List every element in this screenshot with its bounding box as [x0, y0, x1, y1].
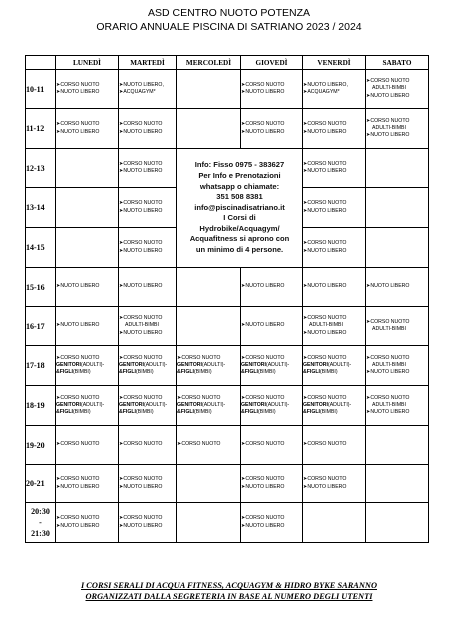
info-line: un minimo di 4 persone.: [195, 245, 284, 255]
schedule-cell: [303, 386, 366, 426]
schedule-cell: [303, 426, 366, 465]
activity-line: ➤NUOTO LIBERO: [303, 247, 347, 254]
schedule-cell: [119, 109, 177, 149]
schedule-cell: [119, 503, 177, 543]
activity-line: ➤NUOTO LIBERO: [241, 89, 285, 95]
activity-line: ➤CORSO NUOTO: [177, 441, 221, 448]
schedule-cell: [241, 465, 303, 503]
activity-line: ➤CORSO NUOTO: [119, 354, 163, 361]
schedule-cell: [241, 346, 303, 386]
time-slot-label-part: 20:30: [31, 507, 50, 516]
emphasis-text: &FIGLI: [56, 409, 74, 416]
activity-line: &FIGLI(BIMBI): [119, 409, 154, 416]
activity-line: ➤NUOTO LIBERO: [56, 128, 100, 135]
day-header: GIOVEDÌ: [241, 56, 303, 70]
schedule-cell: [366, 465, 429, 503]
day-header: MERCOLEDÌ: [177, 56, 241, 70]
info-line: Per Info e Prenotazioni: [198, 170, 281, 180]
footer-note-line-2: ORGANIZZATI DALLA SEGRETERIA IN BASE AL NUMERO DEGLI UTENTI: [85, 592, 373, 601]
info-contact-box: [177, 149, 303, 268]
activity-line: ➤NUOTO LIBERO: [303, 168, 347, 174]
activity-line: ➤CORSO NUOTO: [241, 354, 285, 361]
time-slot-label: 19-20: [26, 426, 56, 465]
activity-line: ➤CORSO NUOTO: [119, 476, 163, 483]
activity-line: ➤NUOTO LIBERO: [303, 207, 347, 214]
schedule-cell: [56, 503, 119, 543]
emphasis-text: GENITORI: [241, 361, 266, 368]
activity-line: ➤NUOTO LIBERO: [119, 329, 163, 336]
schedule-cell: [366, 268, 429, 307]
activity-line: ➤CORSO NUOTO: [366, 354, 410, 361]
schedule-cell: [56, 386, 119, 426]
time-slot-row: [26, 307, 429, 346]
activity-line: ➤CORSO NUOTO: [119, 441, 163, 448]
activity-line: ➤CORSO NUOTO: [241, 441, 285, 448]
schedule-cell: [366, 70, 429, 109]
schedule-cell: [56, 149, 119, 188]
schedule-cell: [177, 386, 241, 426]
schedule-cell: [177, 268, 241, 307]
time-slot-row: [26, 386, 429, 426]
activity-line: ADULTI-BIMBI: [372, 85, 406, 92]
schedule-cell: [177, 346, 241, 386]
schedule-cell: [303, 503, 366, 543]
activity-line: ➤CORSO NUOTO: [119, 315, 163, 322]
time-slot-row: [26, 268, 429, 307]
schedule-cell: [119, 426, 177, 465]
emphasis-text: GENITORI: [177, 401, 202, 408]
schedule-cell: [56, 346, 119, 386]
document-subtitle: ORARIO ANNUALE PISCINA DI SATRIANO 2023 / 2024: [96, 21, 362, 33]
schedule-cell: [241, 426, 303, 465]
activity-line: ➤ACQUAGYM*: [303, 89, 340, 95]
schedule-cell: [366, 386, 429, 426]
schedule-cell: [241, 307, 303, 346]
schedule-cell: [366, 228, 429, 268]
activity-line: ➤NUOTO LIBERO: [119, 522, 163, 529]
activity-line: ➤CORSO NUOTO: [303, 441, 347, 448]
time-slot-label: 20-21: [26, 465, 56, 503]
activity-line: ➤NUOTO LIBERO: [119, 128, 163, 135]
schedule-cell: [366, 149, 429, 188]
time-slot-label: [26, 503, 56, 543]
schedule-cell: [241, 109, 303, 149]
schedule-cell: [303, 307, 366, 346]
schedule-cell: [303, 70, 366, 109]
activity-line: ➤NUOTO LIBERO: [241, 128, 285, 135]
schedule-cell: [303, 268, 366, 307]
schedule-cell: [303, 149, 366, 188]
activity-line: GENITORI(ADULTI)-: [303, 361, 352, 368]
activity-line: ➤NUOTO LIBERO: [366, 283, 410, 290]
schedule-cell: [241, 70, 303, 109]
activity-line: ➤NUOTO LIBERO: [303, 283, 347, 290]
activity-line: ➤NUOTO LIBERO: [303, 329, 347, 336]
time-slot-label: 18-19: [26, 386, 56, 426]
activity-line: ➤NUOTO LIBERO: [366, 369, 410, 376]
emphasis-text: &FIGLI: [119, 369, 137, 376]
activity-line: ➤NUOTO LIBERO: [241, 522, 285, 529]
time-slot-label: 14-15: [26, 228, 56, 268]
schedule-cell: [119, 188, 177, 228]
activity-line: ➤CORSO NUOTO: [241, 394, 285, 401]
schedule-cell: [177, 307, 241, 346]
activity-line: ADULTI-BIMBI: [372, 326, 406, 332]
emphasis-text: GENITORI: [56, 401, 81, 408]
activity-line: ➤NUOTO LIBERO: [56, 283, 100, 290]
activity-line: GENITORI(ADULTI)-: [241, 401, 290, 408]
activity-line: &FIGLI(BIMBI): [303, 369, 338, 376]
time-slot-label: 11-12: [26, 109, 56, 149]
activity-line: ➤NUOTO LIBERO: [56, 322, 100, 329]
activity-line: ➤NUOTO LIBERO: [119, 247, 163, 254]
info-line: 351 508 8381: [216, 192, 263, 202]
time-slot-label: 12-13: [26, 149, 56, 188]
schedule-cell: [366, 307, 429, 346]
activity-line: GENITORI(ADULTI)-: [241, 361, 290, 368]
activity-line: GENITORI(ADULTI)-: [303, 401, 352, 408]
corner-cell: [26, 56, 56, 70]
activity-line: ➤CORSO NUOTO: [119, 240, 163, 247]
schedule-cell: [366, 188, 429, 228]
activity-line: ➤NUOTO LIBERO: [56, 522, 100, 529]
activity-line: ➤NUOTO LIBERO: [56, 89, 100, 95]
activity-line: GENITORI(ADULTI)-: [119, 401, 168, 408]
activity-line: &FIGLI(BIMBI): [119, 369, 154, 376]
activity-line: ➤NUOTO LIBERO: [303, 483, 347, 490]
emphasis-text: &FIGLI: [241, 409, 259, 416]
activity-line: ➤CORSO NUOTO: [119, 160, 163, 167]
emphasis-text: GENITORI: [119, 401, 144, 408]
schedule-cell: [366, 109, 429, 149]
schedule-cell: [366, 346, 429, 386]
schedule-cell: [177, 465, 241, 503]
emphasis-text: GENITORI: [119, 361, 144, 368]
emphasis-text: GENITORI: [303, 361, 328, 368]
emphasis-text: &FIGLI: [303, 369, 321, 376]
time-slot-row: [26, 503, 429, 543]
activity-line: ➤NUOTO LIBERO: [119, 168, 163, 174]
activity-line: ➤CORSO NUOTO: [303, 394, 347, 401]
time-slot-label: 15-16: [26, 268, 56, 307]
time-slot-label: 10-11: [26, 70, 56, 109]
activity-line: ➤CORSO NUOTO: [241, 476, 285, 483]
activity-line: ➤CORSO NUOTO: [366, 117, 410, 124]
info-line: Hydrobike/Acquagym/: [199, 223, 280, 233]
activity-line: ➤NUOTO LIBERO: [366, 92, 410, 99]
activity-line: &FIGLI(BIMBI): [56, 369, 91, 376]
activity-line: ➤CORSO NUOTO: [56, 515, 100, 522]
schedule-cell: [119, 228, 177, 268]
schedule-cell: [303, 109, 366, 149]
time-slot-row: [26, 70, 429, 109]
activity-line: ➤CORSO NUOTO: [56, 476, 100, 483]
activity-line: ➤CORSO NUOTO: [303, 315, 347, 322]
schedule-cell: [177, 109, 241, 149]
activity-line: GENITORI(ADULTI)-: [56, 361, 105, 368]
schedule-cell: [56, 465, 119, 503]
time-slot-row: [26, 149, 429, 188]
emphasis-text: &FIGLI: [303, 409, 321, 416]
activity-line: ➤CORSO NUOTO: [303, 160, 347, 167]
time-slot-row: [26, 346, 429, 386]
schedule-cell: [56, 268, 119, 307]
day-header: MARTEDÌ: [119, 56, 177, 70]
activity-line: ➤CORSO NUOTO: [241, 81, 285, 88]
schedule-cell: [366, 503, 429, 543]
activity-line: ➤NUOTO LIBERO: [366, 132, 410, 139]
activity-line: ➤CORSO NUOTO: [303, 240, 347, 247]
emphasis-text: &FIGLI: [56, 369, 74, 376]
info-line: info@piscinadisatriano.it: [194, 202, 285, 212]
activity-line: ➤CORSO NUOTO: [303, 200, 347, 207]
schedule-cell: [119, 465, 177, 503]
schedule-cell: [177, 70, 241, 109]
schedule-cell: [56, 228, 119, 268]
activity-line: &FIGLI(BIMBI): [241, 369, 276, 376]
activity-line: GENITORI(ADULTI)-: [119, 361, 168, 368]
activity-line: GENITORI(ADULTI)-: [56, 401, 105, 408]
time-slot-label: 17-18: [26, 346, 56, 386]
activity-line: ➤NUOTO LIBERO: [303, 128, 347, 135]
activity-line: GENITORI(ADULTI)-: [177, 401, 226, 408]
day-header-row: [26, 56, 429, 70]
schedule-cell: [303, 465, 366, 503]
time-slot-label-part: 21:30: [31, 529, 50, 538]
time-slot-row: [26, 426, 429, 465]
activity-line: &FIGLI(BIMBI): [241, 409, 276, 416]
activity-line: ➤NUOTO LIBERO: [366, 409, 410, 416]
activity-line: ➤CORSO NUOTO: [303, 476, 347, 483]
activity-line: ➤CORSO NUOTO: [177, 354, 221, 361]
activity-line: ADULTI-BIMBI: [309, 322, 343, 329]
emphasis-text: GENITORI: [241, 401, 266, 408]
activity-line: ➤CORSO NUOTO: [366, 78, 410, 85]
activity-line: ADULTI-BIMBI: [372, 361, 406, 368]
activity-line: ➤CORSO NUOTO: [303, 354, 347, 361]
activity-line: ADULTI-BIMBI: [125, 322, 159, 329]
document-title: ASD CENTRO NUOTO POTENZA: [148, 7, 310, 19]
schedule-cell: [303, 346, 366, 386]
activity-line: ➤NUOTO LIBERO: [119, 283, 163, 290]
emphasis-text: GENITORI: [303, 401, 328, 408]
activity-line: ➤CORSO NUOTO: [56, 121, 100, 128]
emphasis-text: &FIGLI: [119, 409, 137, 416]
activity-line: ➤CORSO NUOTO: [56, 354, 100, 361]
info-line: Info: Fisso 0975 - 383627: [194, 160, 285, 170]
activity-line: ➤CORSO NUOTO: [366, 318, 410, 325]
activity-line: ➤NUOTO LIBERO: [241, 283, 285, 290]
schedule-cell: [303, 228, 366, 268]
schedule-cell: [119, 268, 177, 307]
schedule-cell: [119, 70, 177, 109]
activity-line: ➤CORSO NUOTO: [56, 81, 100, 88]
day-header: VENERDÌ: [303, 56, 366, 70]
activity-line: ➤NUOTO LIBERO: [119, 483, 163, 490]
activity-line: ➤CORSO NUOTO: [177, 394, 221, 401]
schedule-cell: [56, 109, 119, 149]
activity-line: &FIGLI(BIMBI): [303, 409, 338, 416]
activity-line: ➤NUOTO LIBERO,: [303, 81, 348, 88]
time-slot-label: 16-17: [26, 307, 56, 346]
activity-line: ➤NUOTO LIBERO: [56, 483, 100, 490]
activity-line: &FIGLI(BIMBI): [56, 409, 91, 416]
schedule-cell: [366, 426, 429, 465]
emphasis-text: &FIGLI: [177, 369, 195, 376]
activity-line: ➤ACQUAGYM*: [119, 89, 156, 95]
schedule-cell: [241, 386, 303, 426]
activity-line: &FIGLI(BIMBI): [177, 409, 212, 416]
time-slot-label: 13-14: [26, 188, 56, 228]
info-line: whatsapp o chiamate:: [199, 181, 280, 191]
activity-line: ➤CORSO NUOTO: [119, 394, 163, 401]
schedule-cell: [56, 426, 119, 465]
activity-line: &FIGLI(BIMBI): [177, 369, 212, 376]
activity-line: ➤NUOTO LIBERO,: [119, 81, 164, 88]
activity-line: ➤CORSO NUOTO: [119, 515, 163, 522]
emphasis-text: GENITORI: [177, 361, 202, 368]
activity-line: ➤NUOTO LIBERO: [241, 322, 285, 329]
activity-line: ➤CORSO NUOTO: [241, 515, 285, 522]
activity-line: ➤CORSO NUOTO: [303, 121, 347, 128]
info-line: Acquafitness si aprono con: [189, 234, 290, 244]
activity-line: ➤NUOTO LIBERO: [241, 483, 285, 490]
activity-line: ➤NUOTO LIBERO: [119, 207, 163, 214]
emphasis-text: &FIGLI: [177, 409, 195, 416]
day-header: LUNEDÌ: [56, 56, 119, 70]
schedule-cell: [177, 503, 241, 543]
schedule-cell: [303, 188, 366, 228]
emphasis-text: GENITORI: [56, 361, 81, 368]
activity-line: ➤CORSO NUOTO: [56, 394, 100, 401]
schedule-cell: [119, 346, 177, 386]
time-slot-row: [26, 465, 429, 503]
schedule-cell: [119, 386, 177, 426]
schedule-cell: [56, 307, 119, 346]
activity-line: ADULTI-BIMBI: [372, 401, 406, 408]
schedule-cell: [119, 307, 177, 346]
schedule-cell: [177, 426, 241, 465]
activity-line: GENITORI(ADULTI)-: [177, 361, 226, 368]
activity-line: ADULTI-BIMBI: [372, 124, 406, 131]
schedule-cell: [241, 503, 303, 543]
emphasis-text: &FIGLI: [241, 369, 259, 376]
day-header: SABATO: [366, 56, 429, 70]
activity-line: ➤CORSO NUOTO: [119, 200, 163, 207]
schedule-cell: [119, 149, 177, 188]
time-slot-row: [26, 109, 429, 149]
schedule-cell: [241, 268, 303, 307]
footer-note-line-1: I CORSI SERALI DI ACQUA FITNESS, ACQUAGYM & HIDRO BYKE SARANNO: [80, 581, 378, 590]
time-slot-label-part: -: [39, 518, 42, 527]
schedule-cell: [56, 70, 119, 109]
activity-line: ➤CORSO NUOTO: [56, 441, 100, 448]
activity-line: ➤CORSO NUOTO: [119, 121, 163, 128]
activity-line: ➤CORSO NUOTO: [366, 394, 410, 401]
info-line: I Corsi di: [223, 213, 256, 223]
schedule-table: [25, 55, 429, 543]
activity-line: ➤CORSO NUOTO: [241, 121, 285, 128]
schedule-cell: [56, 188, 119, 228]
